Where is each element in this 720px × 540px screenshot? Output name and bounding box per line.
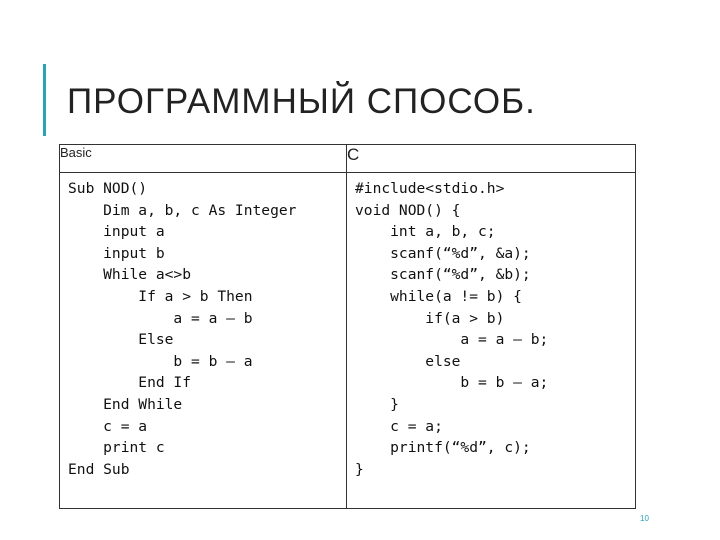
basic-code-cell (60, 173, 347, 509)
slide-title: ПРОГРАММНЫЙ СПОСОБ. (67, 82, 536, 121)
code-comparison-table (59, 144, 636, 509)
title-accent-bar (43, 64, 46, 136)
c-code: #include<stdio.h> void NOD() { int a, b, c; scanf(“%d”, &a); scanf(“%d”, &b); while(a != b) { if(a > b) a = a – b; else b = b – a; } c = a; printf(“%d”, c); } (355, 180, 549, 478)
header-c: C (347, 145, 636, 173)
page-number: 10 (640, 514, 649, 523)
c-code-cell (347, 173, 636, 509)
table-code-row (60, 173, 636, 509)
table-header-row (60, 145, 636, 173)
header-basic: Basic (60, 145, 347, 173)
basic-code: Sub NOD() Dim a, b, c As Integer input a input b While a<>b If a > b Then a = a – b Else b = b – a End If End While c = a print c End Sub (68, 180, 297, 478)
